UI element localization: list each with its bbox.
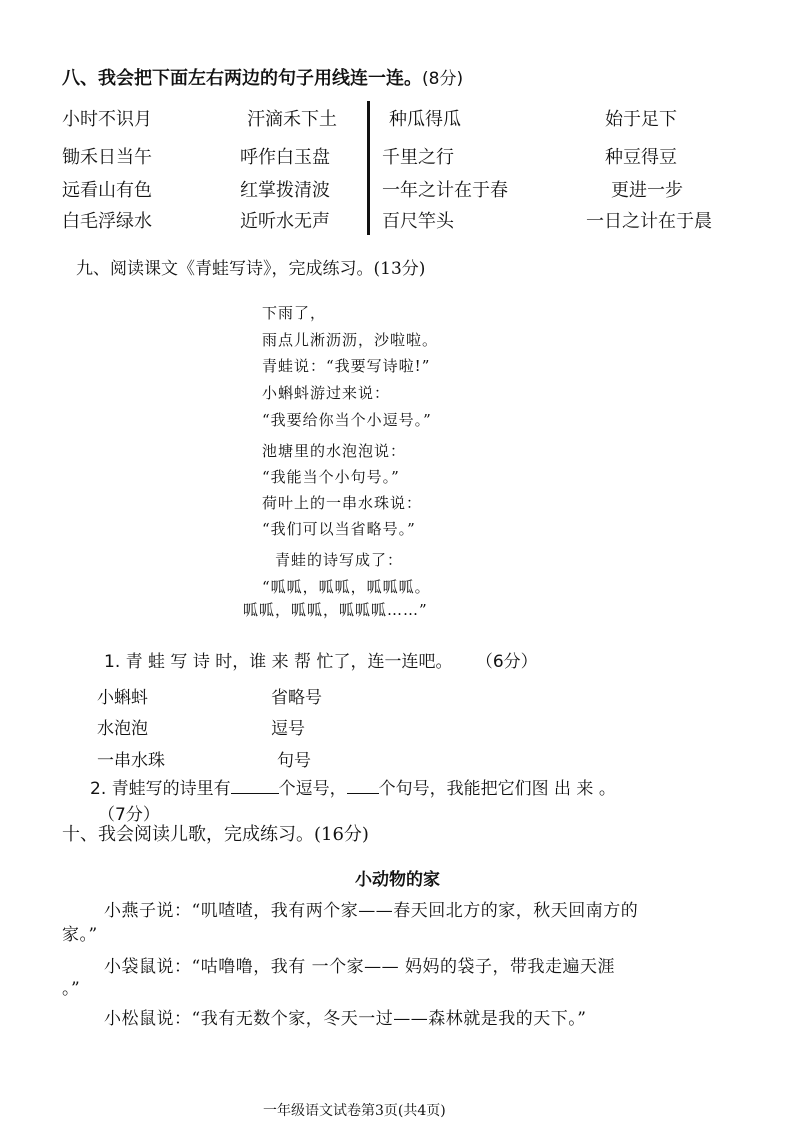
match-right-col1-item: 百尺竿头 [382,211,454,232]
poem-line: 荷叶上的一串水珠说： [262,494,423,512]
question-1-text: 1. 青 蛙 写 诗 时，谁 来 帮 忙了，连一连吧。 [104,652,453,672]
answer-blank-commas[interactable] [231,792,279,794]
match-item-left: 小蝌蚪 [97,688,148,708]
match-item-right: 句号 [277,751,311,771]
section-9-title: 九、阅读课文《青蛙写诗》，完成练习。(13分) [76,259,426,279]
poem-line: 小蝌蚪游过来说： [262,384,391,402]
match-right-col2-item: 更进一步 [611,180,683,201]
divider-line [367,101,370,235]
match-right-col2-item: 种豆得豆 [605,147,677,168]
match-right-col1-item: 一年之计在于春 [382,180,508,201]
match-item-right: 省略号 [271,688,322,708]
match-item-left: 水泡泡 [97,719,148,739]
section-8-heading [62,64,463,90]
page-footer: 一年级语文试卷第3页(共4页) [263,1103,446,1119]
match-left-col2-item: 汗滴禾下土 [247,109,337,130]
match-left-col2-item: 呼作白玉盘 [240,147,330,168]
paragraph-line: 家。” [62,925,98,945]
section-8-points: (8分) [422,69,464,89]
story-title: 小动物的家 [355,870,440,890]
question-2-prefix: 2. 青蛙写的诗里有 [90,779,231,799]
section-10-title: 十、我会阅读儿歌，完成练习。(16分) [62,824,369,845]
poem-line: 呱呱，呱呱，呱呱呱……” [243,601,428,619]
poem-line: 池塘里的水泡泡说： [262,442,407,460]
poem-line: “呱呱，呱呱，呱呱呱。 [262,578,431,596]
match-item-left: 一串水珠 [97,751,165,771]
match-left-col1-item: 远看山有色 [62,180,152,201]
poem-line: “我要给你当个小逗号。” [262,411,432,429]
poem-line: “我们可以当省略号。” [262,520,416,538]
poem-line: 下雨了， [262,304,327,322]
match-left-col1-item: 白毛浮绿水 [62,211,152,232]
question-2-mid: 个逗号， [278,779,347,799]
poem-line: 青蛙的诗写成了： [275,551,404,569]
paragraph-line: 。” [62,979,81,999]
question-2-suffix: 个句号，我能把它们图 出 来 。 [378,779,616,799]
match-right-col1-item: 千里之行 [382,147,454,168]
poem-line: “我能当个小句号。” [262,468,400,486]
match-right-col2-item: 一日之计在于晨 [586,211,712,232]
answer-blank-periods[interactable] [347,792,379,794]
match-left-col2-item: 红掌拨清波 [240,180,330,201]
poem-line: 青蛙说：“我要写诗啦!” [262,357,431,375]
section-8-title: 八、我会把下面左右两边的句子用线连一连。 [62,68,422,89]
match-right-col2-item: 始于足下 [605,109,677,130]
match-left-col1-item: 小时不识月 [62,109,152,130]
poem-line: 雨点儿淅沥沥，沙啦啦。 [262,331,439,349]
paragraph-line: 小松鼠说：“我有无数个家，冬天一过——森林就是我的天下。” [104,1009,587,1029]
question-2 [90,774,616,799]
question-1 [104,647,538,672]
match-item-right: 逗号 [271,719,305,739]
match-left-col2-item: 近听水无声 [240,211,330,232]
match-left-col1-item: 锄禾日当午 [62,147,152,168]
paragraph-line: 小燕子说：“叽喳喳，我有两个家——春天回北方的家，秋天回南方的 [104,901,639,921]
question-2-points: （7分） [98,805,160,825]
match-right-col1-item: 种瓜得瓜 [389,109,461,130]
question-1-points: （6分） [475,652,538,672]
paragraph-line: 小袋鼠说：“咕噜噜，我有 一个家—— 妈妈的袋子，带我走遍天涯 [104,957,615,977]
